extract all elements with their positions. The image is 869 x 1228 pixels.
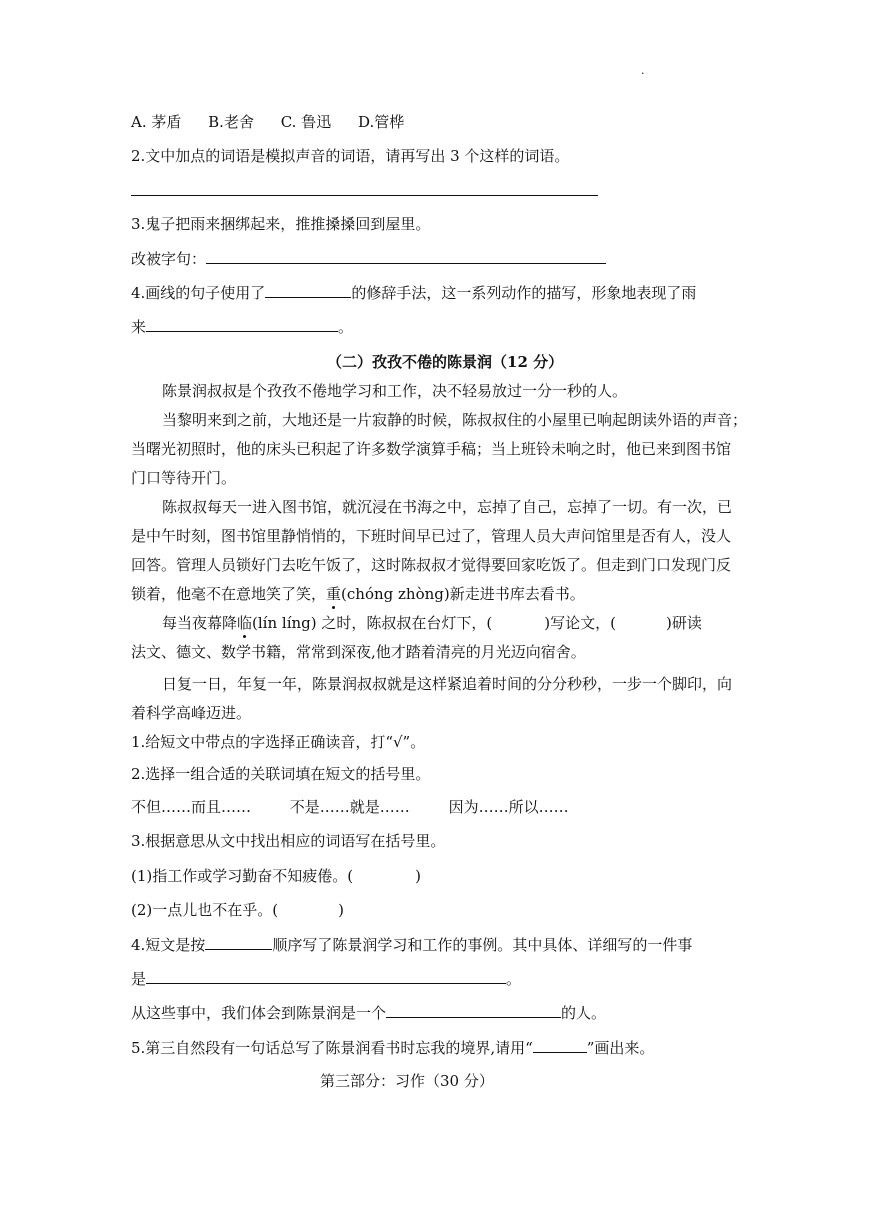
text: (chóng zhòng)新走进书库去看书。 (341, 585, 585, 603)
q1-options (131, 112, 404, 132)
answer-blank[interactable] (386, 1003, 561, 1018)
text: )写论文，( (544, 614, 616, 632)
q4-text-a: 4.画线的句子使用了 (131, 284, 266, 302)
dotted-char: 重 (326, 585, 342, 603)
question-text (131, 283, 696, 303)
option-d: D.管桦 (358, 113, 405, 131)
question-text (131, 317, 353, 337)
text: 锁着，他毫不在意地笑了笑， (131, 585, 327, 603)
answer-blank[interactable] (533, 1038, 587, 1053)
paragraph: 陈景润叔叔是个孜孜不倦地学习和工作，决不轻易放过一分一秒的人。 (162, 382, 628, 400)
q4-text-b: 的修辞手法，这一系列动作的描写，形象地表现了雨 (351, 284, 697, 302)
paragraph: 日复一日，年复一年，陈景润叔叔就是这样紧追着时间的分分秒秒，一步一个脚印，向 (162, 675, 733, 693)
conjunction-options (131, 797, 569, 817)
q4-text-d: 。 (338, 318, 354, 336)
text: (1)指工作或学习勤奋不知疲倦。( (131, 867, 354, 885)
text: (2)一点儿也不在乎。( (131, 901, 279, 919)
question-text: 3.鬼子把雨来捆绑起来，推推搡搡回到屋里。 (131, 215, 431, 233)
answer-blank[interactable] (146, 969, 506, 984)
paragraph: 门口等待开门。 (131, 469, 237, 487)
dotted-char: 临 (237, 614, 253, 632)
text: ”画出来。 (586, 1039, 655, 1057)
paragraph: 陈叔叔每天一进入图书馆，就沉浸在书海之中，忘掉了自己，忘掉了一切。有一次，已 (162, 498, 733, 516)
paragraph: 是中午时刻，图书馆里静悄悄的，下班时间早已过了，管理人员大声问馆里是否有人，没人 (131, 527, 732, 545)
conjunction-option: 不但……而且…… (131, 798, 252, 816)
conjunction-option: 因为……所以…… (448, 798, 569, 816)
text: 。 (506, 970, 522, 988)
sub-question (131, 900, 344, 920)
conjunction-option: 不是……就是…… (289, 798, 410, 816)
text: ) (415, 867, 421, 885)
question-text: 3.根据意思从文中找出相应的词语写在括号里。 (131, 832, 446, 850)
question-text (131, 1003, 606, 1023)
answer-line[interactable] (131, 195, 598, 196)
section-heading: 第三部分：习作（30 分） (320, 1072, 494, 1090)
answer-blank[interactable] (265, 283, 351, 298)
answer-blank[interactable] (205, 935, 272, 950)
paragraph (131, 584, 585, 604)
paragraph: 法文、德文、数学书籍，常常到深夜,他才踏着清亮的月光迈向宿舍。 (131, 643, 586, 661)
paragraph: 当黎明来到之前，大地还是一片寂静的时候，陈叔叔住的小屋里已响起朗读外语的声音； (162, 411, 748, 429)
question-text: 2.选择一组合适的关联词填在短文的括号里。 (131, 765, 431, 783)
text: 顺序写了陈景润学习和工作的事例。其中具体、详细写的一件事 (272, 936, 693, 954)
header-mark: · (641, 67, 645, 80)
rewrite-label: 改被字句： (131, 250, 207, 268)
text: 从这些事中，我们体会到陈景润是一个 (131, 1004, 387, 1022)
paragraph: 回答。管理人员锁好门去吃午饭了，这时陈叔叔才觉得要回家吃饭了。但走到门口发现门反 (131, 556, 732, 574)
text: )研读 (665, 614, 702, 632)
paragraph: 着科学高峰迈进。 (131, 704, 252, 722)
question-text (131, 969, 521, 989)
question-text (131, 1038, 654, 1058)
question-text (131, 935, 692, 955)
option-c: C. 鲁迅 (280, 113, 332, 131)
answer-blank[interactable] (206, 249, 606, 264)
option-b: B.老舍 (208, 113, 254, 131)
rewrite-prompt (131, 249, 606, 269)
paragraph (162, 613, 702, 633)
q4-text-c: 来 (131, 318, 147, 336)
question-text: 1.给短文中带点的字选择正确读音，打“√”。 (131, 733, 426, 751)
text: 的人。 (561, 1004, 607, 1022)
paragraph: 当曙光初照时，他的床头已积起了许多数学演算手稿；当上班铃未响之时，他已来到图书馆 (131, 440, 732, 458)
text: ) (338, 901, 344, 919)
question-text: 2.文中加点的词语是模拟声音的词语，请再写出 3 个这样的词语。 (131, 147, 570, 165)
text: 是 (131, 970, 147, 988)
text: 每当夜幕降 (162, 614, 238, 632)
passage-title: （二）孜孜不倦的陈景润（12 分） (327, 353, 564, 371)
text: 5.第三自然段有一句话总写了陈景润看书时忘我的境界,请用“ (131, 1039, 533, 1057)
option-a: A. 茅盾 (131, 113, 182, 131)
answer-blank[interactable] (146, 317, 338, 332)
sub-question (131, 866, 421, 886)
text: 4.短文是按 (131, 936, 206, 954)
text: (lín líng) 之时，陈叔叔在台灯下，( (252, 614, 493, 632)
